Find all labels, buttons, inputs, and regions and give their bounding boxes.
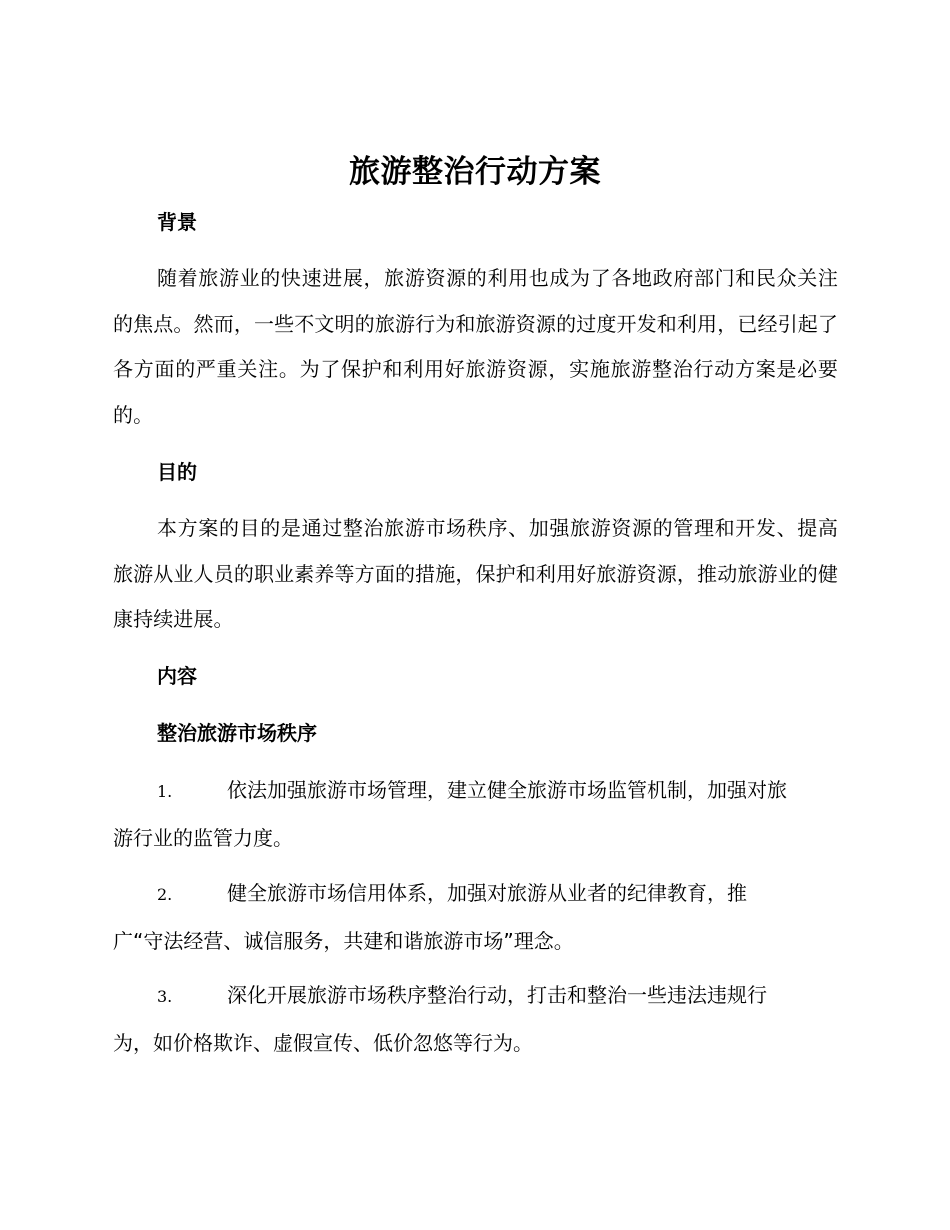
list-item-text: 依法加强旅游市场管理，建立健全旅游市场监管机制，加强对旅 (227, 778, 787, 802)
list-item (113, 870, 838, 964)
list-item-first-line (113, 870, 838, 918)
list-item-continuation: 为，如价格欺诈、虚假宣传、低价忽悠等行为。 (113, 1031, 533, 1055)
list-item-text: 健全旅游市场信用体系，加强对旅游从业者的纪律教育，推 (227, 881, 747, 905)
document-title: 旅游整治行动方案 (349, 154, 601, 190)
list-item-first-line (113, 767, 838, 815)
list-item (113, 972, 838, 1066)
section-heading-purpose: 目的 (157, 460, 197, 484)
list-item-number: 1. (157, 782, 173, 801)
list-item-continuation: 广“守法经营、诚信服务，共建和谐旅游市场”理念。 (113, 929, 574, 953)
section-heading-background: 背景 (157, 210, 197, 234)
section-heading-content: 内容 (157, 664, 197, 688)
list-item-text: 深化开展旅游市场秩序整治行动，打击和整治一些违法违规行 (227, 983, 767, 1007)
list-item-continuation: 游行业的监管力度。 (113, 826, 293, 850)
list-item (113, 767, 838, 861)
list-item-number: 2. (157, 885, 173, 904)
section-paragraph-purpose: 本方案的目的是通过整治旅游市场秩序、加强旅游资源的管理和开发、提高旅游从业人员的职业素养等方面的措施，保护和利用好旅游资源，推动旅游业的健康持续进展。 (113, 516, 838, 632)
section-paragraph-background: 随着旅游业的快速进展，旅游资源的利用也成为了各地政府部门和民众关注的焦点。然而，一些不文明的旅游行为和旅游资源的过度开发和利用，已经引起了各方面的严重关注。为了保护和利用好旅游资源，实施旅游整治行动方案是必要的。 (113, 266, 838, 427)
list-item-number: 3. (157, 987, 173, 1006)
subsection-heading-market-order: 整治旅游市场秩序 (157, 721, 317, 745)
list-item-first-line (113, 972, 838, 1020)
